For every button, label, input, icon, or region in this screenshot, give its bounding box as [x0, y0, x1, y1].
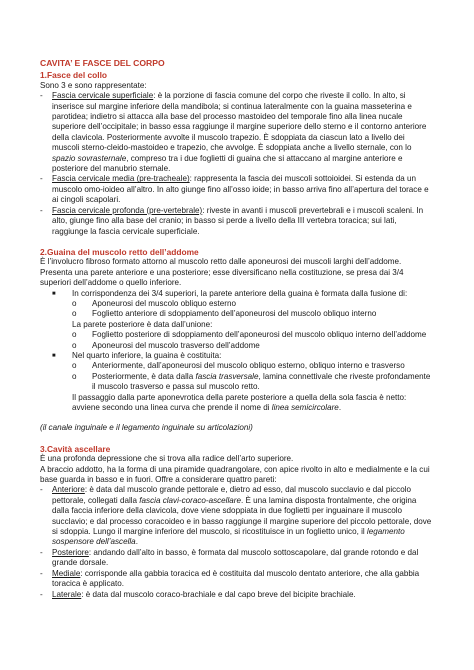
sublist-item: o Aponeurosi del muscolo obliquo esterno	[72, 298, 236, 308]
list-item-middle-fascia	[40, 174, 434, 205]
list-item-anterior-wall: - Anteriore: è data dal muscolo grande pettorale e, dietro ad esso, dal muscolo succlavio e dal piccolo pettorale, collegati dalla fascia clavi-coraco-ascellare. È una lamina disposta frontalmente, che origina dalla faccia inferiore della clavicola, dove viene sdoppiata in due foglietti per inguainare il muscolo succlavio; e dal processo coracoideo e in basso raggiunge il margine superiore del piccolo pettorale, dove si sdoppia. Lungo il margine inferiore del muscolo, si ricostituisce in un foglietto unico, il legamento sospensore dell’ascella.	[40, 485, 432, 547]
paragraph: A braccio addotto, ha la forma di una piramide quadrangolare, con apice rivolto in alto e medialmente e la cui base guarda in basso e in fuori. Offre a considerare quattro pareti:	[40, 464, 430, 485]
circle-bullet: o	[72, 309, 77, 319]
paragraph: È l’involucro fibroso formato attorno al muscolo retto dalle aponeurosi dei muscoli larghi dell’addome. Presenta una parete anteriore e una posteriore; esse diversificano nella costituzione, se presa dai 3/4 superiori dell’addome o quello inferiore.	[40, 257, 404, 288]
dash-bullet: -	[40, 485, 43, 495]
dash-bullet: -	[40, 205, 43, 215]
list-item-posterior-wall: - Posteriore: andando dall’alto in basso, è formata dal muscolo sottoscapolare, dal grande rotondo e dal grande dorsale.	[40, 547, 419, 568]
paragraph: È una profonda depressione che si trova alla radice dell’arto superiore.	[40, 454, 294, 464]
list-item-lower-quarter: ■ Nel quarto inferiore, la guaina è costituita:	[52, 350, 222, 360]
sublist-item: o Foglietto posteriore di sdoppiamento dell’aponeurosi del muscolo obliquo interno dell’addome	[72, 330, 427, 340]
sublist-item: o Aponeurosi del muscolo trasverso dell’addome	[72, 340, 260, 350]
circle-bullet: o	[72, 371, 77, 381]
section-heading-neck-fasciae: 1.Fasce del collo	[40, 70, 108, 81]
square-bullet: ■	[52, 290, 56, 297]
circle-bullet: o	[72, 298, 77, 308]
dash-bullet: -	[40, 547, 43, 557]
dash-bullet: -	[40, 174, 43, 184]
list-item-lateral-wall: - Laterale: è data dal muscolo coraco-brachiale e dal capo breve del bicipite brachiale.	[40, 589, 356, 599]
term-label: Fascia cervicale superficiale	[52, 91, 154, 101]
term-text: , compreso tra i due foglietti di guaina che si attaccano al margine anteriore e posteriore del manubrio sternale.	[52, 153, 403, 174]
list-item-upper-three-quarters: ■ In corrispondenza dei 3/4 superiori, la parete anteriore della guaina è formata dalla fusione di:	[52, 288, 408, 298]
dash-bullet: -	[40, 589, 43, 599]
paragraph: Il passaggio dalla parte aponevrotica della parete posteriore a quella della sola fascia è netto: avviene secondo una linea curva che prende il nome di linea semicircolare.	[72, 392, 407, 412]
section-heading-rectus-sheath: 2.Guaina del muscolo retto dell’addome	[40, 246, 199, 257]
term-text: : riveste in avanti i muscoli prevertebrali e i muscoli scaleni. In alto, giunge fino alla base del cranio; in basso si perde a livello della III vertebra toracica; sui lati, raggiunge la fascia cervicale superficiale.	[52, 205, 424, 236]
term-italic: spazio sovrasternale	[52, 153, 127, 163]
circle-bullet: o	[72, 330, 77, 340]
circle-bullet: o	[72, 361, 77, 371]
term-label: Fascia cervicale media (pre-tracheale)	[52, 174, 190, 184]
term-label: Fascia cervicale profonda (pre-vertebrale)	[52, 205, 203, 215]
dash-bullet: -	[40, 568, 43, 578]
section-intro: Sono 3 e sono rappresentate:	[40, 80, 147, 90]
sublist-item: o Foglietto anteriore di sdoppiamento dell’aponeurosi del muscolo obliquo interno	[72, 309, 377, 319]
circle-bullet: o	[72, 340, 77, 350]
paragraph: La parete posteriore è data dall’unione:	[72, 319, 213, 329]
list-item-deep-fascia	[40, 206, 434, 237]
document-title: CAVITA’ E FASCE DEL CORPO	[40, 58, 165, 68]
section-heading-axillary-cavity: 3.Cavità ascellare	[40, 443, 111, 454]
sublist-item: o Anteriormente, dall’aponeurosi del muscolo obliquo esterno, obliquo interno e trasverso	[72, 361, 405, 371]
term-text: : rappresenta la fascia dei muscoli sottoioidei. Si estenda da un muscolo omo-ioideo all’altro. In alto giunge fino all’osso ioide; in basso arriva fino all’apertura del torace e ai cingoli scapolari.	[52, 174, 429, 205]
square-bullet: ■	[52, 352, 56, 359]
list-item-medial-wall: - Mediale: corrisponde alla gabbia toracica ed è costituita dal muscolo dentato anteriore, che alla gabbia toracica è applicato.	[40, 568, 420, 589]
term-text: : è la porzione di fascia comune del corpo che riveste il collo. In alto, si inserisce sul margine inferiore della mandibola; si continua lateralmente con la guaina masseterina e parotidea; indietro si attacca alla base del processo mastoideo del temporale fino alla linea nucale superiore dell’occipitale; in basso essa raggiunge il margine superiore dello sterno e il contorno anteriore della clavicola. Posteriormente avvolte il muscolo trapezio. È sdoppiata da ciascun lato a livello dei muscoli sterno-cleido-mastoideo e trapezio, che avvolge. È sdoppiata anche a livello sternale, con lo	[52, 91, 427, 153]
sublist-item: o Posteriormente, è data dalla fascia trasversale, lamina connettivale che riveste profondamente il muscolo trasverso e passa sul muscolo retto.	[72, 371, 431, 392]
list-item-superficial-fascia	[40, 91, 434, 174]
italic-note: (il canale inguinale e il legamento inguinale su articolazioni)	[40, 423, 253, 433]
dash-bullet: -	[40, 91, 43, 101]
